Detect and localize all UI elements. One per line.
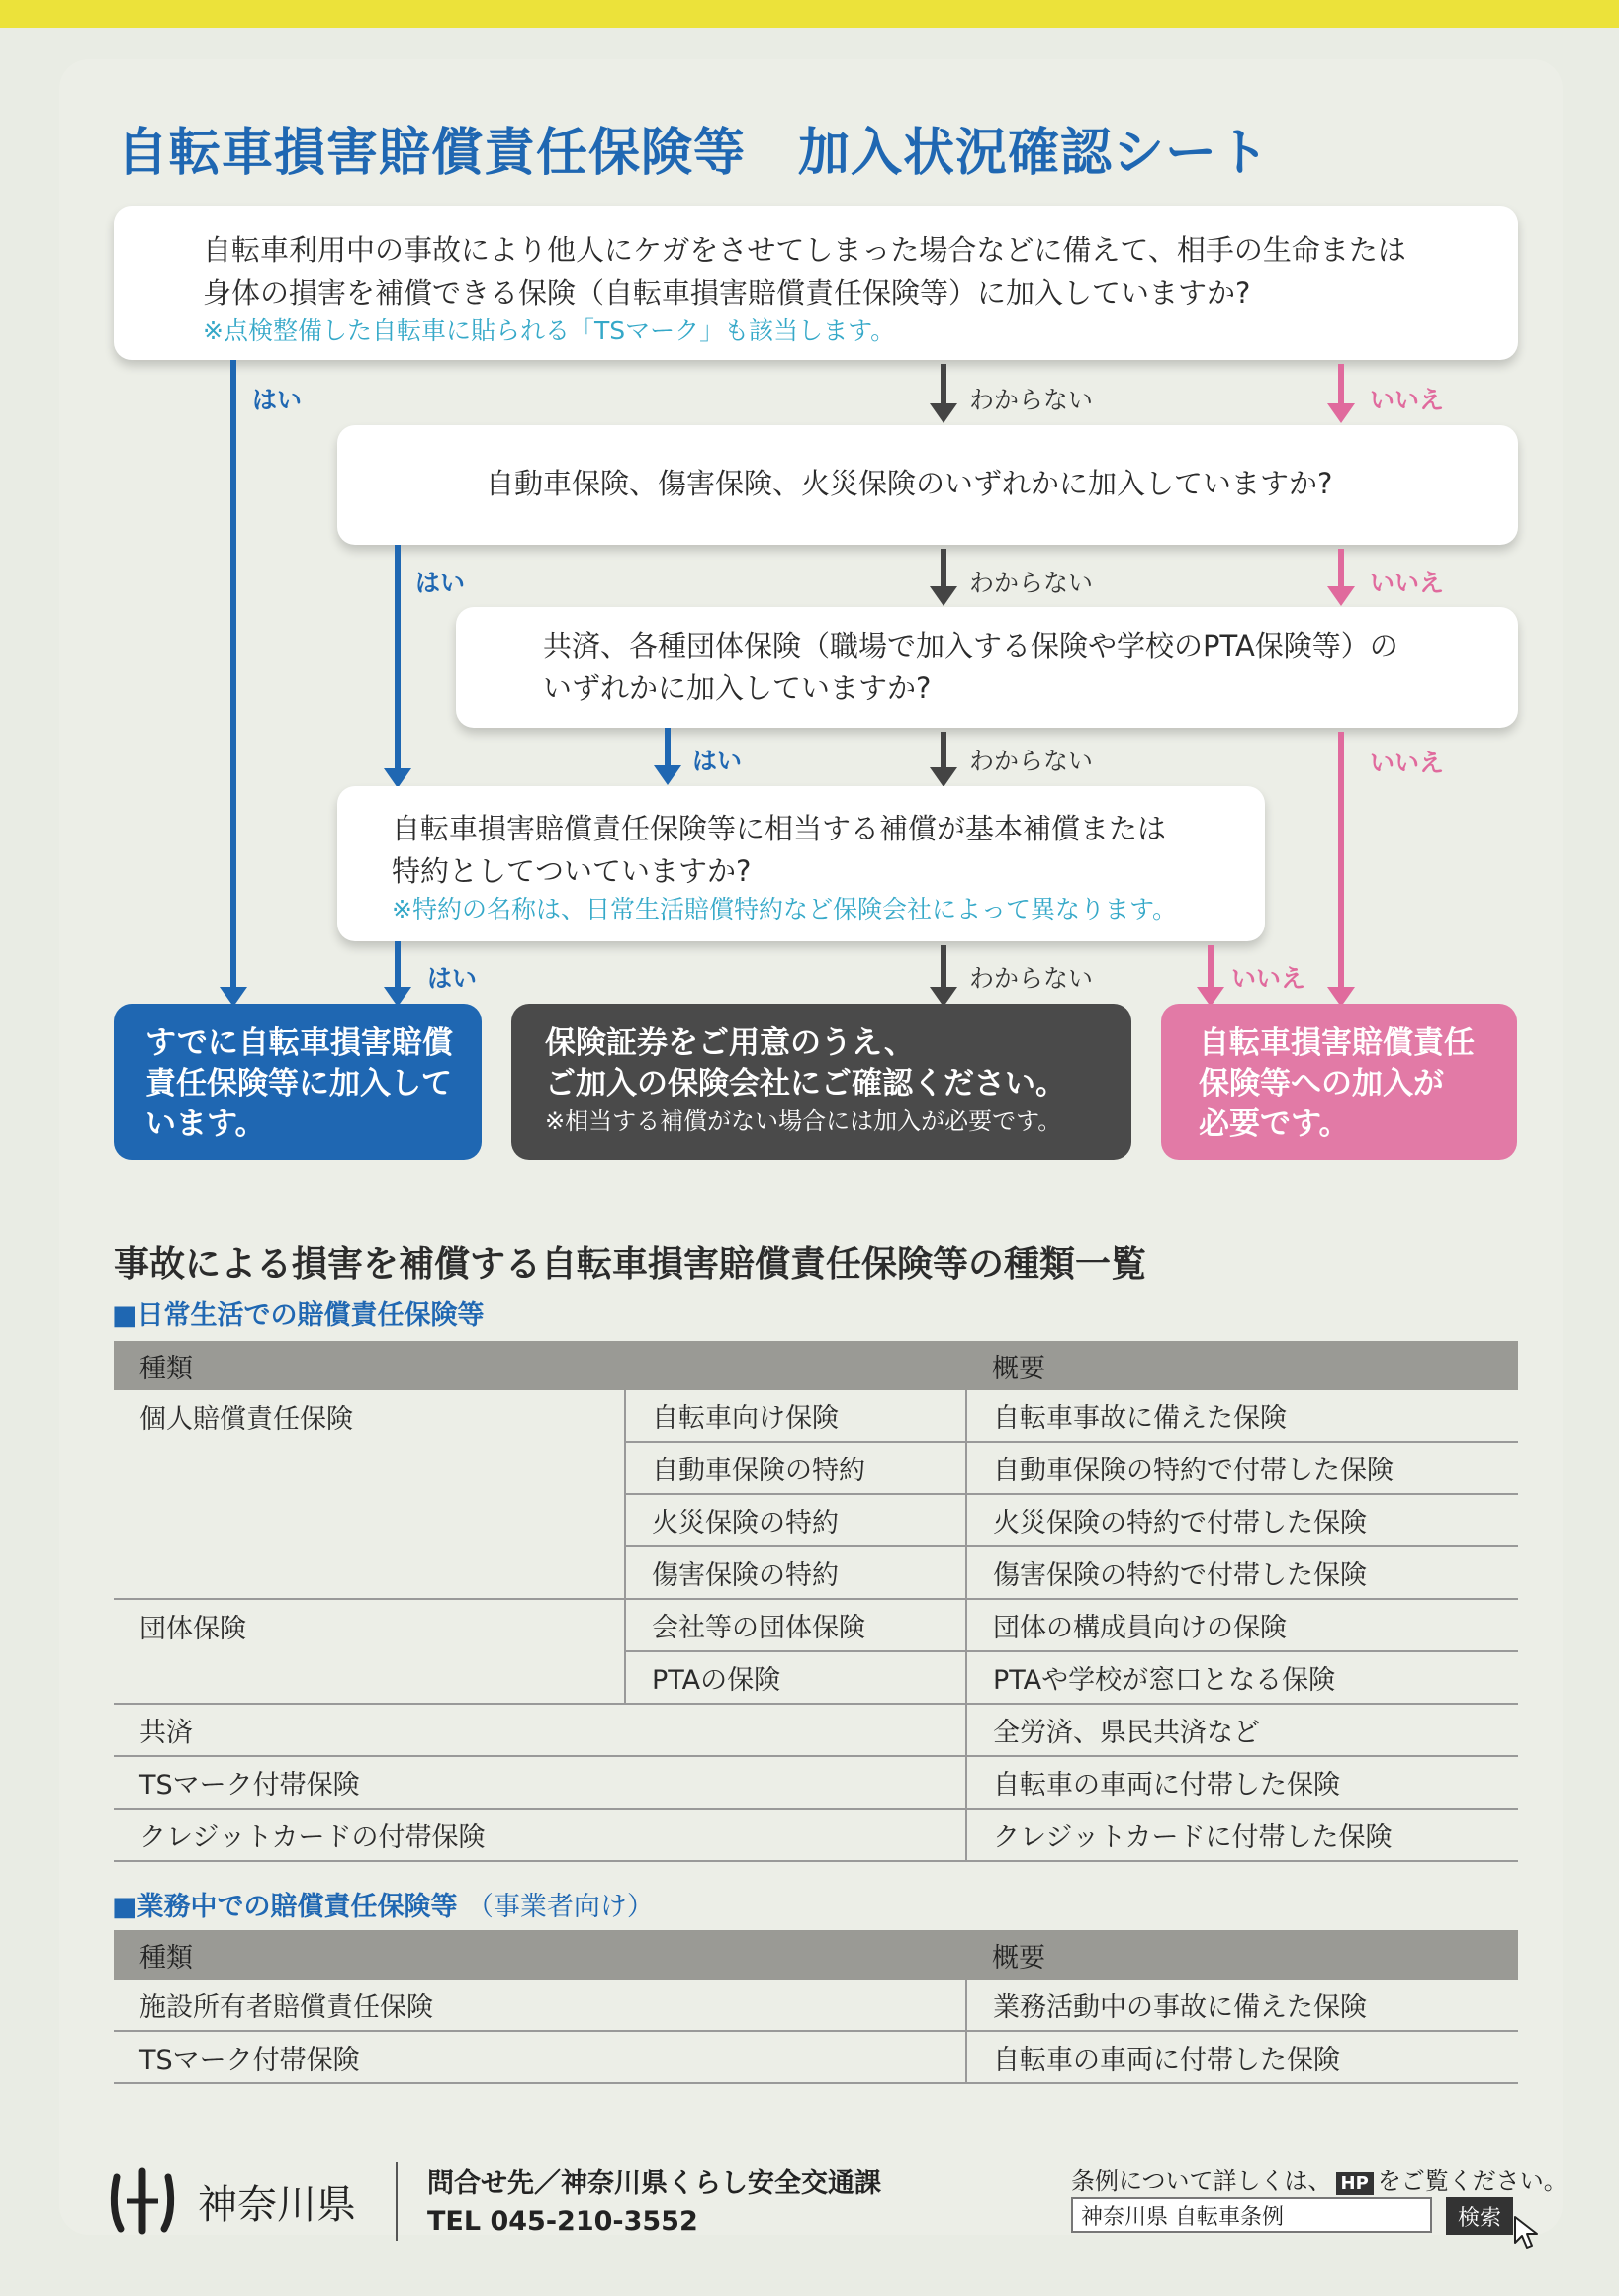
daily-row-6-sub: PTAの保険 <box>625 1651 966 1704</box>
label-unknown-1: わからない <box>969 386 1094 414</box>
hp-badge: HP <box>1336 2172 1374 2195</box>
daily-col-type: 種類 <box>114 1341 966 1390</box>
business-table-header-row <box>114 1930 1518 1980</box>
flow-line-yes-4 <box>395 941 401 989</box>
result-confirm-box <box>511 1004 1131 1160</box>
table-row <box>114 1704 1518 1756</box>
question-4-line-2: 特約としてついていますか? <box>392 854 752 888</box>
question-1-line-1: 自転車利用中の事故により他人にケガをさせてしまった場合などに備えて、相手の生命または <box>203 233 1406 267</box>
table-row <box>114 1809 1518 1861</box>
daily-row-8-summary: 自転車の車両に付帯した保険 <box>966 1756 1518 1809</box>
business-row-2-summary: 自転車の車両に付帯した保険 <box>966 2031 1518 2083</box>
flow-line-unknown-4 <box>941 945 946 989</box>
daily-row-8-type: TSマーク付帯保険 <box>114 1756 966 1809</box>
result-joined-line-1: すでに自転車損害賠償 <box>145 1025 453 1061</box>
result-joined-box <box>114 1004 482 1160</box>
label-no-3: いいえ <box>1370 749 1445 777</box>
daily-row-1-summary: 自転車事故に備えた保険 <box>966 1390 1518 1442</box>
daily-row-6-summary: PTAや学校が窓口となる保険 <box>966 1651 1518 1704</box>
search-hint-pre: 条例について詳しくは、 <box>1071 2167 1332 2195</box>
flow-line-unknown-3 <box>941 732 946 769</box>
flow-line-no-1 <box>1338 364 1344 405</box>
question-2-box <box>337 425 1518 545</box>
flow-line-yes-1 <box>230 360 236 989</box>
business-heading <box>112 1885 654 1923</box>
table-row <box>114 1980 1518 2031</box>
daily-row-5-type: 団体保険 <box>139 1613 246 1644</box>
flow-arrow-unknown-1 <box>930 403 957 423</box>
table-row <box>114 1651 1518 1704</box>
question-3-line-1: 共済、各種団体保険（職場で加入する保険や学校のPTA保険等）の <box>543 629 1398 662</box>
contact-line-2: TEL 045-210-3552 <box>427 2206 698 2237</box>
contact-line-1: 問合せ先／神奈川県くらし安全交通課 <box>427 2168 881 2199</box>
flow-arrow-no-1 <box>1327 403 1355 423</box>
question-1-box <box>114 206 1518 360</box>
table-row <box>114 1494 1518 1546</box>
business-heading-text: ■業務中での賠償責任保険等 <box>112 1892 458 1922</box>
table-row <box>114 1442 1518 1494</box>
business-heading-note: （事業者向け） <box>466 1892 654 1922</box>
result-confirm-note: ※相当する補償がない場合には加入が必要です。 <box>545 1107 1062 1135</box>
label-unknown-2: わからない <box>969 569 1094 597</box>
daily-row-9-type: クレジットカードの付帯保険 <box>114 1809 966 1861</box>
daily-row-7-summary: 全労済、県民共済など <box>966 1704 1518 1756</box>
daily-table-header-row <box>114 1341 1518 1390</box>
business-col-summary: 概要 <box>966 1930 1518 1980</box>
result-joined-line-3: います。 <box>145 1106 266 1142</box>
table-row <box>114 1756 1518 1809</box>
daily-row-5-summary: 団体の構成員向けの保険 <box>966 1599 1518 1651</box>
question-1-note: ※点検整備した自転車に貼られる「TSマーク」も該当します。 <box>203 316 896 345</box>
result-required-line-3: 必要です。 <box>1199 1106 1350 1142</box>
label-yes-4: はい <box>427 964 478 993</box>
label-no-2: いいえ <box>1370 569 1445 597</box>
label-unknown-4: わからない <box>969 964 1094 993</box>
business-col-type: 種類 <box>114 1930 966 1980</box>
daily-row-3-sub: 火災保険の特約 <box>625 1494 966 1546</box>
daily-row-5-sub: 会社等の団体保険 <box>625 1599 966 1651</box>
search-input[interactable] <box>1071 2197 1432 2233</box>
daily-row-2-type <box>114 1442 625 1494</box>
daily-row-4-type <box>114 1546 625 1599</box>
label-yes-2: はい <box>415 569 466 597</box>
search-hint-post: をご覧ください。 <box>1377 2167 1568 2195</box>
flow-line-yes-3 <box>665 728 671 767</box>
flow-arrow-no-2 <box>1327 586 1355 606</box>
flow-arrow-yes-3 <box>654 765 681 785</box>
flow-arrow-yes-2 <box>384 768 411 788</box>
daily-row-1-type: 個人賠償責任保険 <box>139 1403 353 1435</box>
top-accent-bar <box>0 0 1619 28</box>
daily-col-summary: 概要 <box>966 1341 1518 1390</box>
daily-row-3-summary: 火災保険の特約で付帯した保険 <box>966 1494 1518 1546</box>
daily-row-4-summary: 傷害保険の特約で付帯した保険 <box>966 1546 1518 1599</box>
daily-row-3-type <box>114 1494 625 1546</box>
business-row-2-type: TSマーク付帯保険 <box>114 2031 966 2083</box>
search-button[interactable]: 検索 <box>1446 2197 1513 2235</box>
daily-row-2-sub: 自動車保険の特約 <box>625 1442 966 1494</box>
label-no-1: いいえ <box>1370 386 1445 414</box>
result-confirm-line-2: ご加入の保険会社にご確認ください。 <box>545 1066 1066 1102</box>
business-insurance-table <box>114 1930 1518 2084</box>
question-3-line-2: いずれかに加入していますか? <box>543 671 932 705</box>
question-4-line-1: 自転車損害賠償責任保険等に相当する補償が基本補償または <box>392 812 1167 845</box>
cursor-icon <box>1513 2215 1545 2251</box>
table-row <box>114 1546 1518 1599</box>
list-heading: 事故による損害を補償する自転車損害賠償責任保険等の種類一覧 <box>114 1244 1147 1284</box>
prefecture-emblem-icon <box>107 2165 178 2237</box>
flow-line-yes-2 <box>395 545 401 770</box>
flow-line-no-3 <box>1338 732 1344 989</box>
result-required-line-2: 保険等への加入が <box>1199 1066 1444 1102</box>
table-row <box>114 1599 1518 1651</box>
label-no-4: いいえ <box>1231 964 1306 993</box>
flow-line-no-2 <box>1338 549 1344 588</box>
daily-row-9-summary: クレジットカードに付帯した保険 <box>966 1809 1518 1861</box>
business-row-1-summary: 業務活動中の事故に備えた保険 <box>966 1980 1518 2031</box>
flow-arrow-unknown-2 <box>930 586 957 606</box>
result-required-line-1: 自転車損害賠償責任 <box>1199 1025 1475 1061</box>
daily-row-4-sub: 傷害保険の特約 <box>625 1546 966 1599</box>
question-4-note: ※特約の名称は、日常生活賠償特約など保険会社によって異なります。 <box>392 895 1177 924</box>
daily-row-6-type <box>114 1651 625 1704</box>
business-row-1-type: 施設所有者賠償責任保険 <box>114 1980 966 2031</box>
label-yes-3: はい <box>692 747 743 775</box>
contact-info <box>427 2165 881 2241</box>
daily-insurance-table <box>114 1341 1518 1862</box>
flow-line-unknown-2 <box>941 549 946 588</box>
daily-row-2-summary: 自動車保険の特約で付帯した保険 <box>966 1442 1518 1494</box>
table-row <box>114 1390 1518 1442</box>
question-1-line-2: 身体の損害を補償できる保険（自転車損害賠償責任保険等）に加入していますか? <box>203 276 1251 309</box>
flow-line-no-4 <box>1208 945 1214 989</box>
daily-heading: ■日常生活での賠償責任保険等 <box>112 1300 485 1331</box>
label-yes-1: はい <box>252 386 303 414</box>
flow-line-unknown-1 <box>941 364 946 405</box>
footer-divider <box>396 2162 398 2241</box>
result-confirm-line-1: 保険証券をご用意のうえ、 <box>545 1025 915 1061</box>
table-row <box>114 2031 1518 2083</box>
page-title: 自転車損害賠償責任保険等 加入状況確認シート <box>117 124 1271 183</box>
flow-arrow-unknown-3 <box>930 767 957 787</box>
question-4-box <box>337 786 1265 941</box>
result-joined-line-2: 責任保険等に加入して <box>145 1066 452 1102</box>
label-unknown-3: わからない <box>969 747 1094 775</box>
search-hint <box>1071 2162 1568 2196</box>
question-2-line-1: 自動車保険、傷害保険、火災保険のいずれかに加入していますか? <box>486 467 1333 500</box>
result-required-box <box>1161 1004 1517 1160</box>
prefecture-logo-text: 神奈川県 <box>198 2182 356 2228</box>
question-3-box <box>456 607 1518 728</box>
daily-row-1-sub: 自転車向け保険 <box>625 1390 966 1442</box>
daily-row-7-type: 共済 <box>114 1704 966 1756</box>
